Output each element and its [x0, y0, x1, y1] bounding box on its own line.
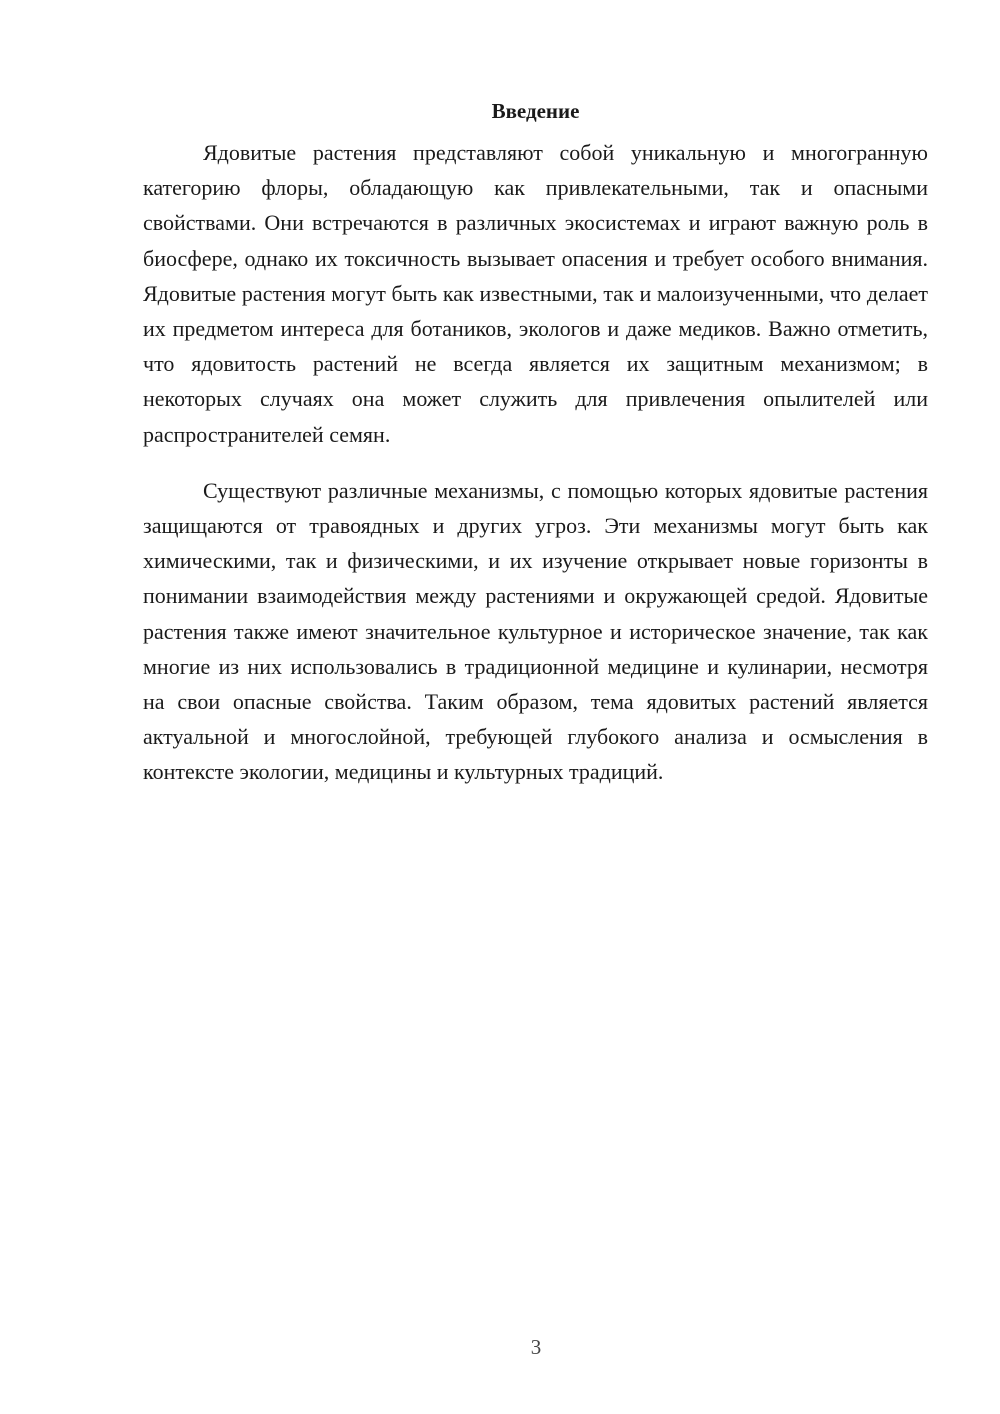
section-heading: Введение [491, 99, 580, 123]
page-content [143, 96, 928, 790]
paragraph-1: Ядовитые растения представляют собой уникальную и многогранную категорию флоры, обладающую как привлекательными, так и опасными свойствами. Они встречаются в различных экосистемах и играют важную роль в биосфере, однако их токсичность вызывает опасения и требует особого внимания. Ядовитые растения могут быть как известными, так и малоизученными, что делает их предметом интереса для ботаников, экологов и даже медиков. Важно отметить, что ядовитость растений не всегда является их защитным механизмом; в некоторых случаях она может служить для привлечения опылителей или распространителей семян. [143, 140, 928, 447]
page-number: 3 [530, 1335, 542, 1359]
paragraph-2: Существуют различные механизмы, с помощью которых ядовитые растения защищаются от травоядных и других угроз. Эти механизмы могут быть как химическими, так и физическими, и их изучение открывает новые горизонты в понимании взаимодействия между растениями и окружающей средой. Ядовитые растения также имеют значительное культурное и историческое значение, так как многие из них использовались в традиционной медицине и кулинарии, несмотря на свои опасные свойства. Таким образом, тема ядовитых растений является актуальной и многослойной, требующей глубокого анализа и осмысления в контексте экологии, медицины и культурных традиций. [143, 477, 928, 785]
